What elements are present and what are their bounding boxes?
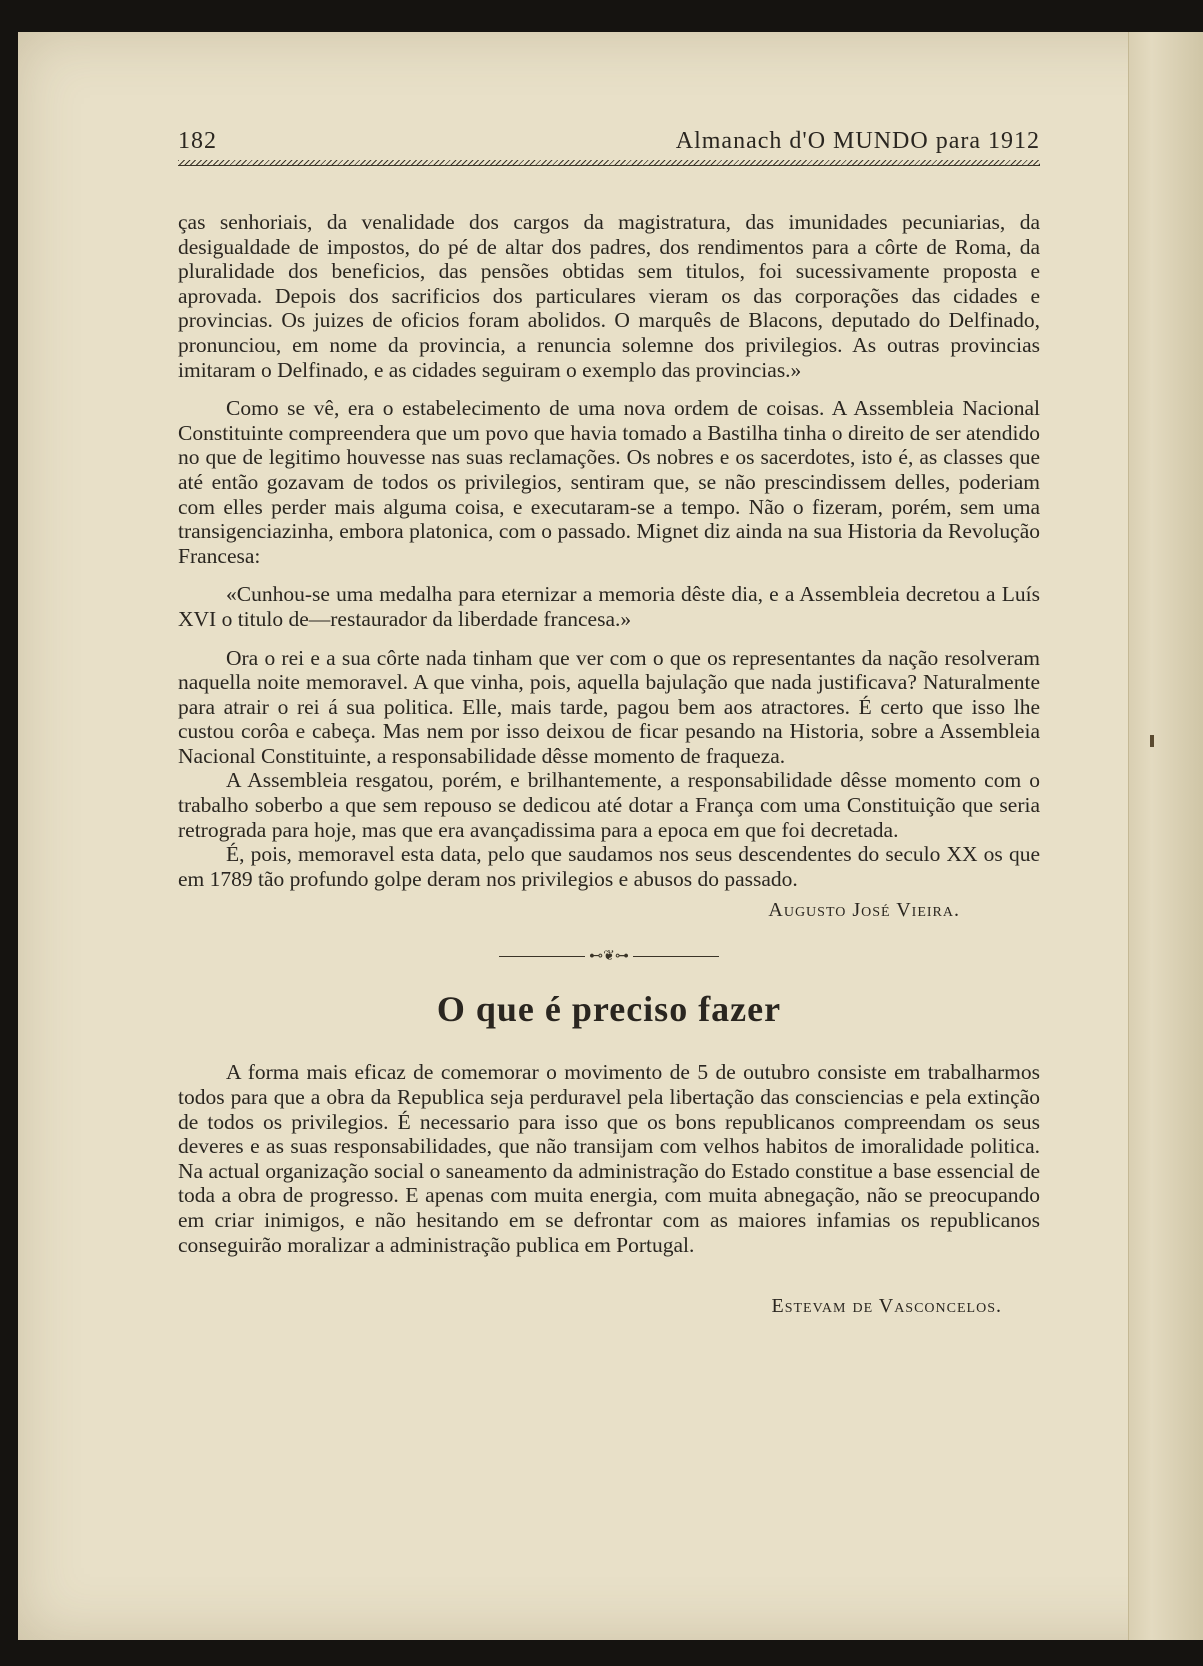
article1-paragraph-2: Como se vê, era o estabelecimento de uma nova ordem de coisas. A Assembleia Nacional Constituinte compreendera que um povo que havia tomado a Bastilha tinha o direito de ser atendido no que de legitimo houvesse nas suas reclamações. Os nobres e os sacerdotes, isto é, as classes que até então gozavam de todos os privilegios, sentiram que, se não prescindissem delles, poderiam com elles perder mais alguma coisa, e executaram-se a tempo. Não o fizeram, porém, sem uma transigenciazinha, embora platonica, com o passado. Mignet diz ainda na sua Historia da Revolução Francesa: <box>178 396 1040 568</box>
section-ornament <box>499 948 719 964</box>
page-header <box>178 128 1040 158</box>
page-content <box>178 128 1040 1318</box>
book-gutter <box>1128 32 1203 1640</box>
running-head: Almanach d'O MUNDO para 1912 <box>675 128 1040 154</box>
binding-mark <box>1150 735 1154 747</box>
article1-paragraph-6: É, pois, memoravel esta data, pelo que saudamos nos seus descendentes do seculo XX os que em 1789 tão profundo golpe deram nos privilegios e abusos do passado. <box>178 842 1040 891</box>
page-number: 182 <box>178 128 217 154</box>
article1-paragraph-5: A Assembleia resgatou, porém, e brilhantemente, a responsabilidade dêsse momento com o trabalho soberbo a que sem repouso se dedicou até dotar a França com uma Constituição que seria retrograda para hoje, mas que era avançadissima para a epoca em que foi decretada. <box>178 768 1040 842</box>
ornament-flourish-icon: ⊷❦⊶ <box>585 948 633 964</box>
header-rule <box>178 160 1040 166</box>
article1-paragraph-4: Ora o rei e a sua côrte nada tinham que ver com o que os representantes da nação resolveram naquella noite memoravel. A que vinha, pois, aquella bajulação que nada justificava? Naturalmente para atrair o rei á sua politica. Elle, mais tarde, pagou bem aos atractores. É certo que isso lhe custou corôa e cabeça. Mas nem por isso deixou de ficar pesando na Historia, sobre a Assembleia Nacional Constituinte, a responsabilidade dêsse momento de fraqueza. <box>178 645 1040 768</box>
article1-quote: «Cunhou-se uma medalha para eternizar a memoria dêste dia, e a Assembleia decretou a Luís XVI o titulo de—restaurador da liberdade francesa.» <box>178 582 1040 631</box>
article1-paragraph-1: ças senhoriais, da venalidade dos cargos da magistratura, das imunidades pecuniarias, da desigualdade de impostos, do pé de altar dos padres, dos rendimentos para a côrte de Roma, da pluralidade dos beneficios, das pensões obtidas sem titulos, foi sucessivamente proposta e aprovada. Depois dos sacrificios dos particulares vieram os das corporações das cidades e provincias. Os juizes de oficios foram abolidos. O marquês de Blacons, deputado do Delfinado, pronunciou, em nome da provincia, a renuncia solemne dos privilegios. As outras provincias imitaram o Delfinado, e as cidades seguiram o exemplo das provincias.» <box>178 210 1040 382</box>
article2-paragraph: A forma mais eficaz de comemorar o movimento de 5 de outubro consiste em trabalharmos todos para que a obra da Republica seja perduravel pela libertação das consciencias e pela extinção de todos os privilegios. É necessario para isso que os bons republicanos compreendam os seus deveres e as suas responsabilidades, que não transijam com velhos habitos de imoralidade politica. Na actual organização social o saneamento da administração do Estado constitue a base essencial de toda a obra de progresso. E apenas com muita energia, com muita abnegação, não se preocupando em criar inimigos, e não hesitando em se defrontar com as maiores infamias os republicanos conseguirão moralizar a administração publica em Portugal. <box>178 1060 1040 1257</box>
article1-author: Augusto José Vieira. <box>768 899 960 922</box>
article2-title: O que é preciso fazer <box>436 989 782 1030</box>
article2-author: Estevam de Vasconcelos. <box>771 1295 1002 1318</box>
